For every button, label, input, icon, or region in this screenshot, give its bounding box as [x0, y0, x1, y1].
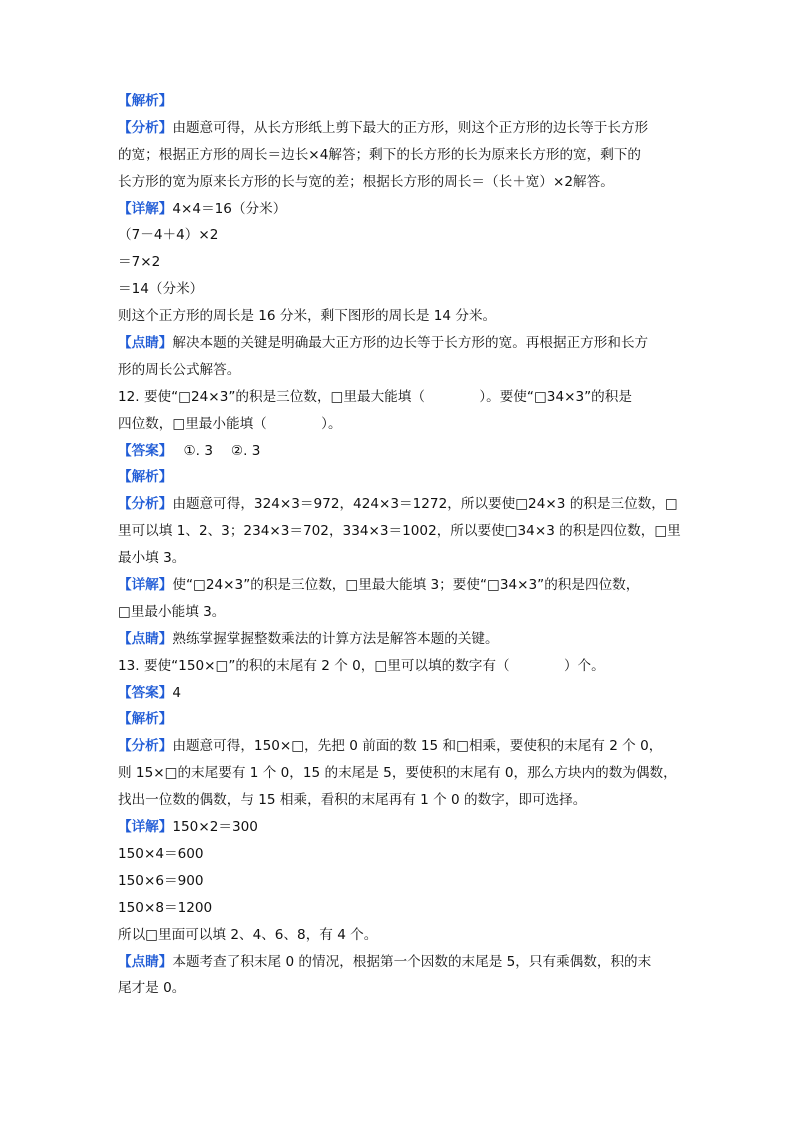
line-text: 所以□里面可以填 2、4、6、8，有 4 个。 [118, 926, 378, 943]
text-line [118, 491, 678, 518]
line-text: ①. 3 ②. 3 [165, 442, 261, 459]
line-text: 找出一位数的偶数，与 15 相乘，看积的末尾再有 1 个 0 的数字，即可选择。 [118, 792, 587, 809]
line-text: 使“□24×3”的积是三位数，□里最大能填 3；要使“□34×3”的积是四位数， [172, 577, 640, 594]
text-line [118, 733, 678, 760]
text-line [118, 706, 678, 733]
text-line [118, 868, 678, 895]
line-text: 四位数，□里最小能填（ ）。 [118, 415, 342, 432]
text-line [118, 895, 678, 922]
line-text: 150×8＝1200 [118, 899, 213, 916]
section-tag: 【解析】 [118, 711, 173, 728]
text-line [118, 787, 678, 814]
text-line [118, 88, 678, 115]
section-tag: 【答案】 [118, 442, 166, 459]
text-line [118, 384, 678, 411]
text-line [118, 357, 678, 384]
text-line [118, 303, 678, 330]
line-text: 里可以填 1、2、3；234×3＝702，334×3＝1002，所以要使□34×3 的积是四位数，□里 [118, 523, 681, 540]
line-text: 熟练掌握掌握整数乘法的计算方法是解答本题的关键。 [172, 630, 499, 647]
section-tag: 【分析】 [118, 738, 173, 755]
text-line [118, 249, 678, 276]
text-line [118, 438, 678, 465]
text-line [118, 680, 678, 707]
text-line [118, 169, 678, 196]
line-text: 150×6＝900 [118, 872, 204, 889]
text-line [118, 545, 678, 572]
section-tag: 【点睛】 [118, 953, 173, 970]
text-line [118, 518, 681, 545]
line-text: 长方形的宽为原来长方形的长与宽的差；根据长方形的周长＝（长＋宽）×2解答。 [118, 173, 614, 190]
text-line [118, 142, 678, 169]
line-text: 形的周长公式解答。 [118, 361, 241, 378]
text-line [118, 572, 678, 599]
section-tag: 【解析】 [118, 469, 173, 486]
text-line [118, 599, 678, 626]
text-line [118, 949, 678, 976]
section-tag: 【解析】 [118, 93, 173, 109]
line-text: （7－4＋4）×2 [118, 227, 219, 244]
text-line [118, 196, 678, 223]
section-tag: 【详解】 [118, 577, 173, 594]
text-line [118, 841, 678, 868]
line-text: 的宽；根据正方形的周长＝边长×4解答；剩下的长方形的长为原来长方形的宽，剩下的 [118, 146, 642, 163]
line-text: 最小填 3。 [118, 550, 186, 567]
section-tag: 【分析】 [118, 496, 173, 513]
line-text: 4 [172, 684, 182, 701]
section-tag: 【分析】 [118, 119, 173, 136]
line-text: 本题考查了积末尾 0 的情况，根据第一个因数的末尾是 5，只有乘偶数，积的末 [172, 953, 652, 970]
section-tag: 【答案】 [118, 684, 173, 701]
section-tag: 【点睛】 [118, 630, 173, 647]
text-line [118, 222, 678, 249]
text-line [118, 975, 678, 1002]
line-text: 则这个正方形的周长是 16 分米，剩下图形的周长是 14 分米。 [118, 308, 497, 325]
line-text: 12. 要使“□24×3”的积是三位数，□里最大能填（ ）。要使“□34×3”的积是 [118, 388, 632, 405]
line-text: 由题意可得，324×3＝972，424×3＝1272，所以要使□24×3 的积是三位数，□ [172, 496, 678, 513]
line-text: 150×4＝600 [118, 845, 204, 862]
line-text: 尾才是 0。 [118, 980, 186, 997]
text-line [118, 115, 678, 142]
line-text: 4×4＝16（分米） [172, 200, 287, 217]
section-tag: 【详解】 [118, 819, 173, 836]
line-text: 则 15×□的末尾要有 1 个 0，15 的末尾是 5，要使积的末尾有 0，那么方块内的数为偶数， [118, 765, 677, 782]
text-line [118, 814, 678, 841]
section-tag: 【详解】 [118, 200, 173, 217]
line-text: ＝7×2 [118, 254, 161, 271]
text-line [118, 653, 678, 680]
text-line [118, 922, 678, 949]
text-line [118, 626, 678, 653]
line-text: □里最小能填 3。 [118, 603, 226, 620]
line-text: 由题意可得，从长方形纸上剪下最大的正方形，则这个正方形的边长等于长方形 [172, 119, 649, 136]
text-line [118, 411, 678, 438]
line-text: 13. 要使“150×□”的积的末尾有 2 个 0，□里可以填的数字有（ ）个。 [118, 657, 605, 674]
text-line [118, 464, 678, 491]
line-text: 由题意可得，150×□，先把 0 前面的数 15 和□相乘，要使积的末尾有 2 个 0， [172, 738, 663, 755]
line-text: 150×2＝300 [172, 819, 258, 836]
document-page [118, 88, 681, 1002]
text-line [118, 330, 678, 357]
text-line [118, 760, 678, 787]
text-line [118, 276, 678, 303]
line-text: ＝14（分米） [118, 281, 204, 298]
section-tag: 【点睛】 [118, 335, 173, 352]
line-text: 解决本题的关键是明确最大正方形的边长等于长方形的宽。再根据正方形和长方 [172, 335, 649, 352]
